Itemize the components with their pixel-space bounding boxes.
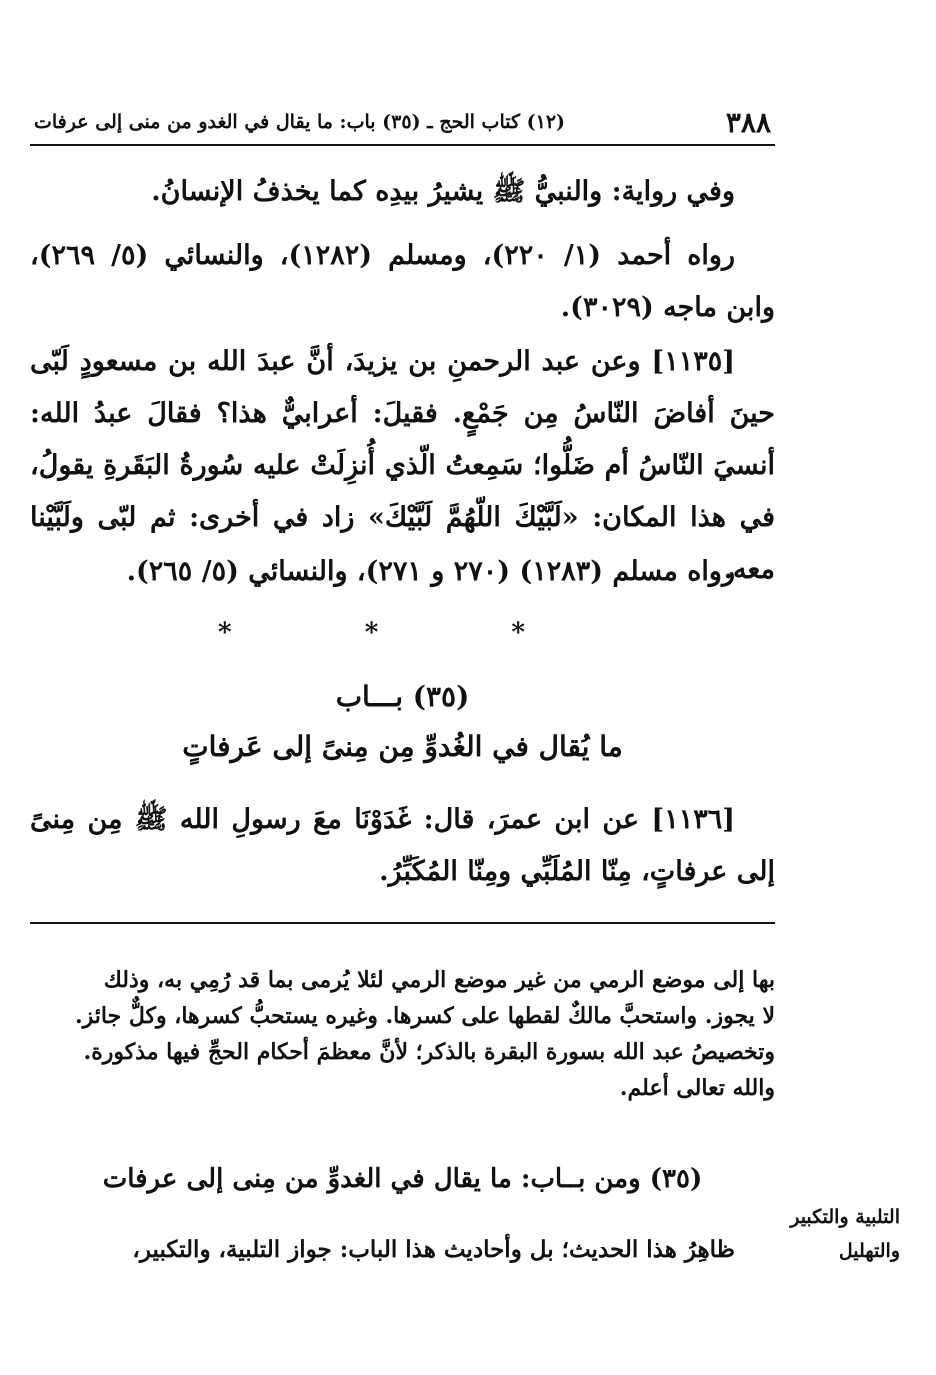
page-number: ٣٨٨ bbox=[725, 105, 771, 139]
footnote-divider bbox=[30, 922, 775, 924]
footnote-line: وتخصيصُ عبد الله بسورة البقرة بالذكر؛ لأنَّ معظمَ أحكام الحجِّ فيها مذكورة. bbox=[83, 1039, 775, 1065]
chapter-number: (٣٥) بـــاب bbox=[335, 680, 470, 713]
narration-variant: وفي رواية: والنبيُّ ﷺ يشيرُ بيدِه كما يخذفُ الإنسانُ. bbox=[151, 176, 735, 207]
footnote-line: بها إلى موضع الرمي من غير موضع الرمي لئلا يُرمى بما قد رُمِي به، وذلك bbox=[103, 967, 775, 993]
section-separator: * * * bbox=[218, 618, 587, 648]
running-title: (١٢) كتاب الحج ـ (٣٥) باب: ما يقال في الغدو من منى إلى عرفات bbox=[34, 111, 566, 133]
footnote-line: لا يجوز. واستحبَّ مالكٌ لقطها على كسرها. وغيره يستحبُّ كسرها، وكلٌّ جائز. bbox=[74, 1003, 775, 1029]
commentary-heading: (٣٥) ومن بــاب: ما يقال في الغدوِّ من مِنى إلى عرفات bbox=[102, 1164, 703, 1194]
book-page bbox=[30, 100, 775, 1360]
margin-note-line: والتهليل bbox=[838, 1240, 900, 1262]
takhrij-1134: رواه أحمد (١/ ٢٢٠)، ومسلم (١٢٨٢)، والنسائي (٥/ ٢٦٩)، وابن ماجه (٣٠٢٩). bbox=[30, 240, 775, 323]
page-header bbox=[30, 100, 775, 146]
chapter-title: ما يُقال في الغُدوِّ مِن مِنىً إلى عَرفاتٍ bbox=[182, 730, 623, 763]
margin-note-line: التلبية والتكبير bbox=[790, 1206, 900, 1228]
hadith-1135: [١١٣٥] وعن عبد الرحمنِ بن يزيدَ، أنَّ عبدَ الله بن مسعودٍ لَبّى حينَ أفاضَ النّاسُ مِن جَمْعٍ. فقيلَ: أعرابيٌّ هذا؟ فقالَ عبدُ الله: أنسيَ النّاسُ أم ضَلُّوا؛ سَمِعتُ الّذي أُنزِلَتْ عليه سُورةُ البَقَرةِ يقولُ، في هذا المكان: «لَبَّيْكَ اللّهُمَّ لَبَّيْكَ» زاد في أخرى: ثم لبّى ولَبَّيْنا معه. bbox=[30, 346, 775, 585]
takhrij-1135: رواه مسلم (١٢٨٣) (٢٧٠ و ٢٧١)، والنسائي (٥/ ٢٦٥). bbox=[126, 556, 735, 587]
footnote-line: والله تعالى أعلم. bbox=[619, 1075, 775, 1101]
footnote bbox=[30, 962, 775, 1106]
margin-note bbox=[782, 1200, 900, 1268]
hadith-1136: [١١٣٦] عن ابن عمرَ، قال: غَدَوْنَا معَ رسولِ الله ﷺ مِن مِنىً إلى عرفاتٍ، مِنّا المُلَبِّي ومِنّا المُكَبِّرُ. bbox=[30, 804, 775, 887]
commentary-text: ظاهِرُ هذا الحديث؛ بل وأحاديث هذا الباب: جواز التلبية، والتكبير، bbox=[132, 1236, 735, 1263]
